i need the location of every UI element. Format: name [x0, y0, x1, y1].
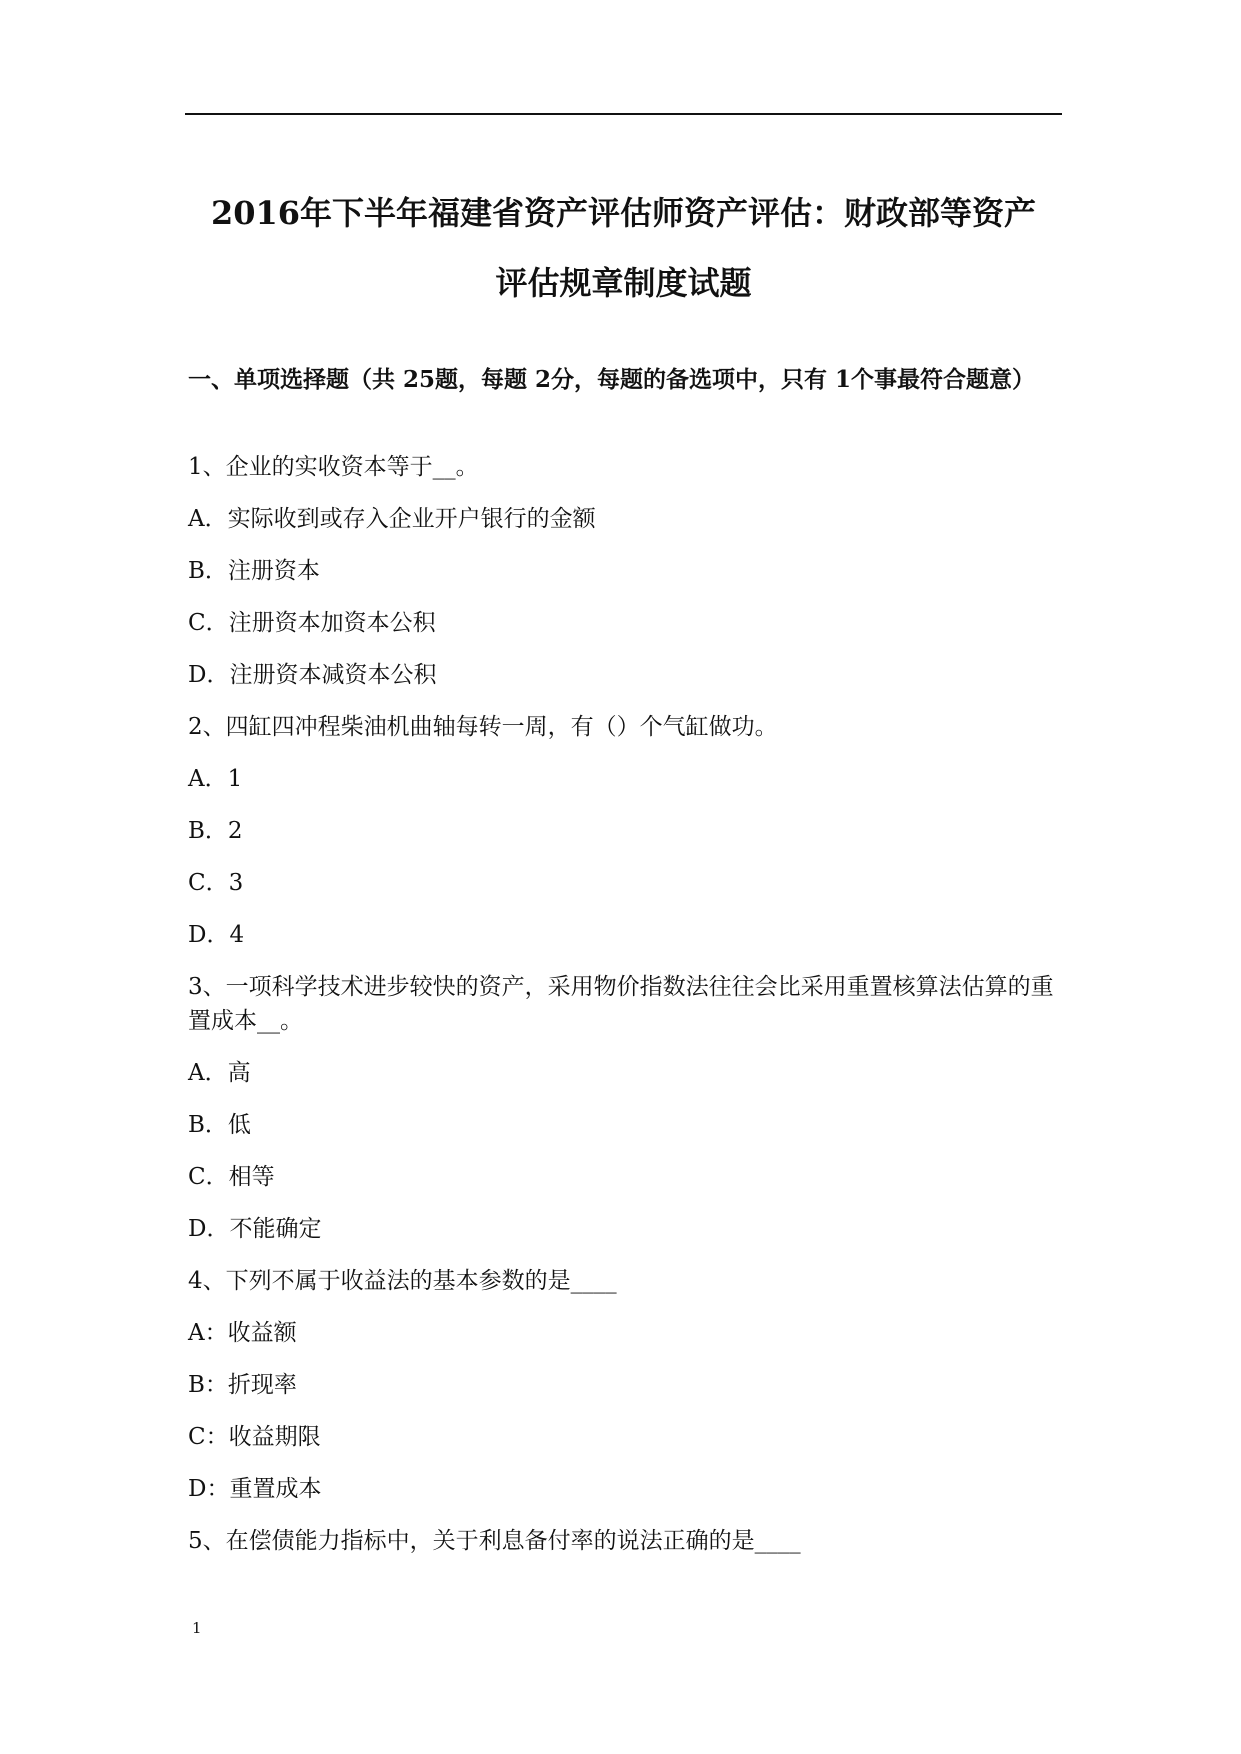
document-title-line-1: 2016年下半年福建省资产评估师资产评估：财政部等资产 — [210, 194, 1037, 232]
option-c: C．3 — [188, 870, 244, 896]
option-c: C．相等 — [188, 1164, 275, 1190]
question-5 — [188, 1524, 1058, 1558]
option-list — [188, 762, 1058, 952]
question-4 — [188, 1264, 1058, 1506]
question-stem: 1、企业的实收资本等于__。 — [188, 454, 479, 480]
question-list — [188, 450, 1058, 1576]
document-title — [185, 178, 1062, 318]
option-d: D．不能确定 — [188, 1216, 322, 1242]
header-rule — [185, 113, 1062, 115]
option-list — [188, 1056, 1058, 1246]
option-list — [188, 1316, 1058, 1506]
question-3 — [188, 970, 1058, 1246]
option-a: A．1 — [188, 766, 243, 792]
page-number: 1 — [192, 1619, 202, 1637]
question-2 — [188, 710, 1058, 952]
option-c: C：收益期限 — [188, 1424, 321, 1450]
option-a: A．实际收到或存入企业开户银行的金额 — [188, 506, 596, 532]
option-list — [188, 502, 1058, 692]
option-b: B．低 — [188, 1112, 251, 1138]
question-stem: 5、在偿债能力指标中，关于利息备付率的说法正确的是____ — [188, 1528, 801, 1554]
question-1 — [188, 450, 1058, 692]
option-d: D．4 — [188, 922, 245, 948]
option-d: D：重置成本 — [188, 1476, 322, 1502]
option-c: C．注册资本加资本公积 — [188, 610, 436, 636]
document-title-line-2: 评估规章制度试题 — [495, 264, 752, 302]
question-stem: 3、一项科学技术进步较快的资产，采用物价指数法往往会比采用重置核算法估算的重置成本__。 — [188, 974, 1054, 1034]
section-heading: 一、单项选择题（共 25题，每题 2分，每题的备选项中，只有 1个事最符合题意） — [188, 366, 1036, 393]
option-b: B．注册资本 — [188, 558, 320, 584]
option-d: D．注册资本减资本公积 — [188, 662, 437, 688]
option-b: B．2 — [188, 818, 243, 844]
question-stem: 2、四缸四冲程柴油机曲轴每转一周，有（）个气缸做功。 — [188, 714, 778, 740]
option-b: B：折现率 — [188, 1372, 297, 1398]
option-a: A．高 — [188, 1060, 251, 1086]
option-a: A：收益额 — [188, 1320, 297, 1346]
question-stem: 4、下列不属于收益法的基本参数的是____ — [188, 1268, 617, 1294]
